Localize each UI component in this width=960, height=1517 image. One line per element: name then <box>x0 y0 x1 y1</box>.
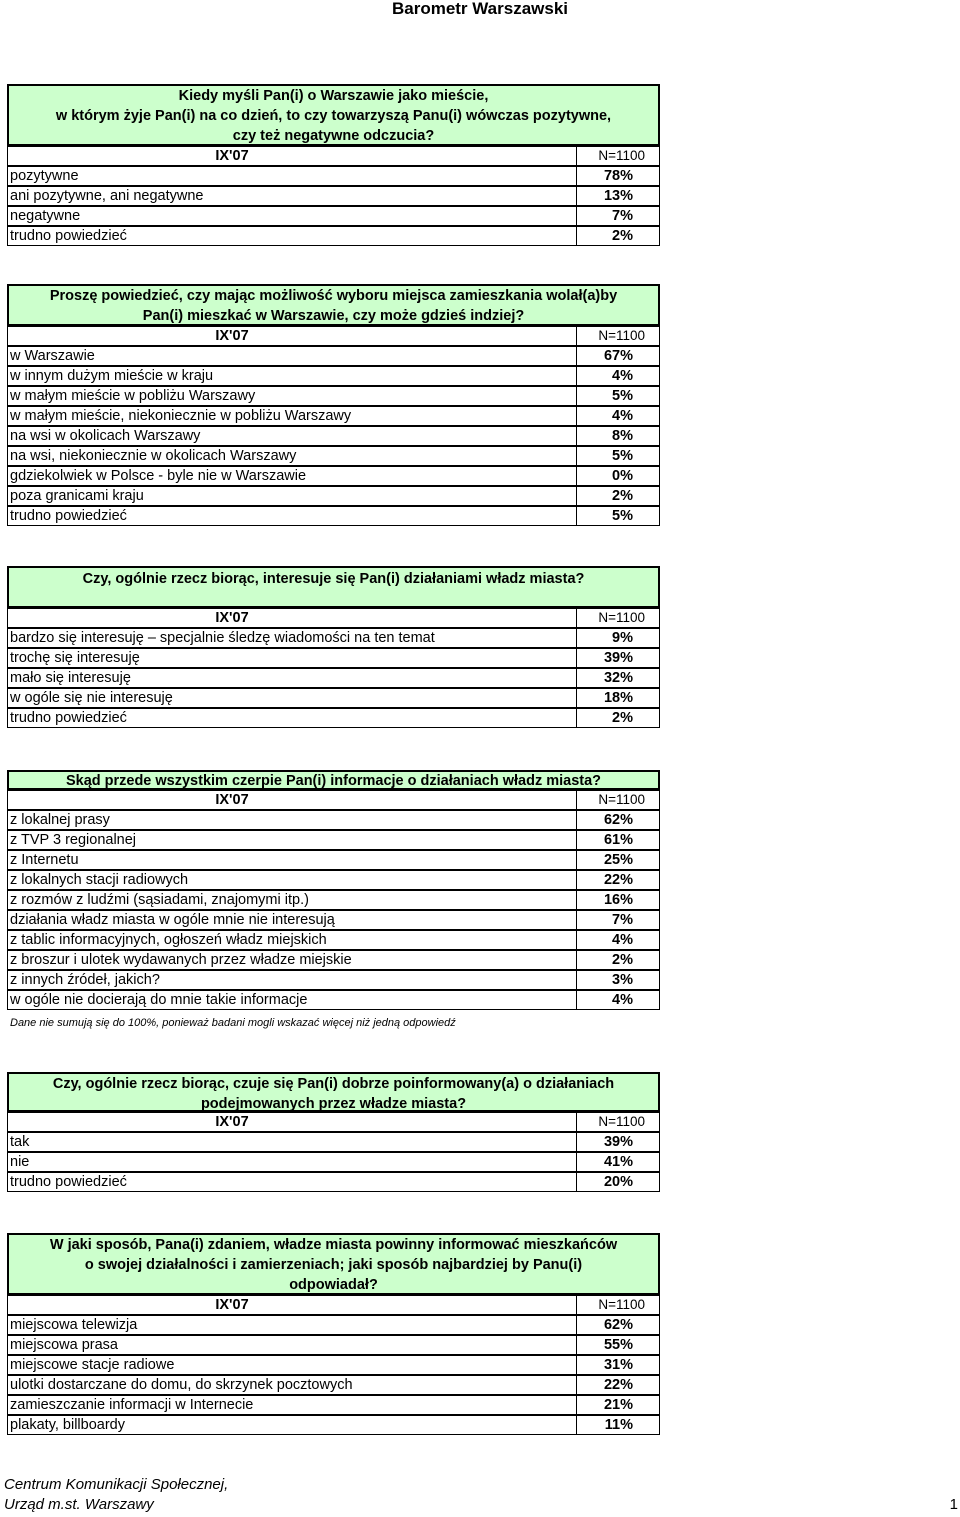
period-header-row <box>7 790 660 810</box>
question-line: Czy, ogólnie rzecz biorąc, czuje się Pan(i) dobrze poinformowany(a) o działaniach <box>52 1076 615 1092</box>
answer-label: w małym mieście w pobliżu Warszawy <box>8 387 577 405</box>
period-label: IX'07 <box>8 1296 577 1314</box>
answer-label: mało się interesuję <box>8 669 577 687</box>
table-row <box>7 1315 660 1335</box>
table-row <box>7 1132 660 1152</box>
answer-label: trudno powiedzieć <box>8 709 577 727</box>
period-label: IX'07 <box>8 609 577 627</box>
table-row <box>7 890 660 910</box>
question-box <box>7 1072 660 1112</box>
table-row <box>7 870 660 890</box>
period-header-row <box>7 608 660 628</box>
table-row <box>7 386 660 406</box>
answer-label: pozytywne <box>8 167 577 185</box>
table-row <box>7 346 660 366</box>
answer-value: 0% <box>612 468 633 484</box>
table-row <box>7 506 660 526</box>
question-box <box>7 770 660 790</box>
table-row <box>7 166 660 186</box>
answer-value: 5% <box>612 448 633 464</box>
question-line: podejmowanych przez władze miasta? <box>200 1096 467 1112</box>
table-row <box>7 1152 660 1172</box>
answer-label: trudno powiedzieć <box>8 1173 577 1191</box>
answer-value: 2% <box>612 228 633 244</box>
table-row <box>7 486 660 506</box>
answer-value: 55% <box>603 1337 633 1353</box>
section-2 <box>7 284 660 526</box>
answer-value: 2% <box>612 710 633 726</box>
sample-size: N=1100 <box>598 328 645 343</box>
period-header-row <box>7 146 660 166</box>
sample-size: N=1100 <box>598 610 645 625</box>
answer-value: 3% <box>612 972 633 988</box>
answer-label: nie <box>8 1153 577 1171</box>
table-row <box>7 446 660 466</box>
section-6 <box>7 1233 660 1435</box>
answer-label: z Internetu <box>8 851 577 869</box>
period-header-row <box>7 1112 660 1132</box>
section-4 <box>7 770 660 1010</box>
sample-size: N=1100 <box>598 148 645 163</box>
answer-value: 32% <box>603 670 633 686</box>
table-row <box>7 950 660 970</box>
sample-size: N=1100 <box>598 1297 645 1312</box>
table-row <box>7 466 660 486</box>
answer-label: miejscowa telewizja <box>8 1316 577 1334</box>
table-row <box>7 366 660 386</box>
answer-label: ani pozytywne, ani negatywne <box>8 187 577 205</box>
footer-org-line: Centrum Komunikacji Społecznej, <box>4 1476 229 1493</box>
answer-value: 5% <box>612 388 633 404</box>
answer-value: 2% <box>612 952 633 968</box>
table-row <box>7 990 660 1010</box>
question-line: Proszę powiedzieć, czy mając możliwość wyboru miejsca zamieszkania wolał(a)by <box>49 288 618 304</box>
answer-value: 67% <box>603 348 633 364</box>
answer-label: w ogóle się nie interesuję <box>8 689 577 707</box>
question-box <box>7 566 660 608</box>
answer-value: 11% <box>604 1417 633 1433</box>
answer-value: 18% <box>603 690 633 706</box>
answer-label: bardzo się interesuję – specjalnie śledzę wiadomości na ten temat <box>8 629 577 647</box>
answer-value: 62% <box>603 812 633 828</box>
table-row <box>7 688 660 708</box>
answer-label: plakaty, billboardy <box>8 1416 577 1434</box>
answer-label: z broszur i ulotek wydawanych przez władze miejskie <box>8 951 577 969</box>
answer-value: 7% <box>612 912 633 928</box>
answer-value: 16% <box>603 892 633 908</box>
table-row <box>7 406 660 426</box>
table-row <box>7 668 660 688</box>
answer-label: działania władz miasta w ogóle mnie nie interesują <box>8 911 577 929</box>
answer-label: trudno powiedzieć <box>8 507 577 525</box>
answer-value: 25% <box>603 852 633 868</box>
table-row <box>7 910 660 930</box>
answer-value: 20% <box>603 1174 633 1190</box>
page-title: Barometr Warszawski <box>391 0 569 18</box>
answer-label: z TVP 3 regionalnej <box>8 831 577 849</box>
answer-value: 8% <box>612 428 633 444</box>
period-label: IX'07 <box>8 1113 577 1131</box>
answer-label: miejscowa prasa <box>8 1336 577 1354</box>
question-line: odpowiadał? <box>289 1277 378 1293</box>
section-3 <box>7 566 660 728</box>
question-line: Kiedy myśli Pan(i) o Warszawie jako mieście, <box>178 88 489 104</box>
period-header-row <box>7 1295 660 1315</box>
page-number: 1 <box>949 1496 958 1513</box>
table-row <box>7 1355 660 1375</box>
question-line: W jaki sposób, Pana(i) zdaniem, władze miasta powinny informować mieszkańców <box>49 1237 618 1253</box>
answer-value: 22% <box>603 872 633 888</box>
answer-label: gdziekolwiek w Polsce - byle nie w Warszawie <box>8 467 577 485</box>
answer-label: na wsi, niekoniecznie w okolicach Warszawy <box>8 447 577 465</box>
answer-label: na wsi w okolicach Warszawy <box>8 427 577 445</box>
answer-label: negatywne <box>8 207 577 225</box>
answer-value: 4% <box>612 408 633 424</box>
answer-label: z lokalnej prasy <box>8 811 577 829</box>
answer-value: 21% <box>603 1397 633 1413</box>
period-label: IX'07 <box>8 147 577 165</box>
table-row <box>7 1335 660 1355</box>
answer-label: poza granicami kraju <box>8 487 577 505</box>
answer-value: 2% <box>612 488 633 504</box>
table-row <box>7 1415 660 1435</box>
answer-value: 4% <box>612 368 633 384</box>
answer-label: tak <box>8 1133 577 1151</box>
answer-label: trudno powiedzieć <box>8 227 577 245</box>
sample-size: N=1100 <box>598 792 645 807</box>
section-1 <box>7 84 660 246</box>
answer-value: 39% <box>603 1134 633 1150</box>
answer-value: 31% <box>603 1357 633 1373</box>
answer-value: 41% <box>603 1154 633 1170</box>
question-line: Skąd przede wszystkim czerpie Pan(i) informacje o działaniach władz miasta? <box>65 773 602 789</box>
footnote: Dane nie sumują się do 100%, ponieważ badani mogli wskazać więcej niż jedną odpowiedź <box>10 1017 456 1029</box>
table-row <box>7 648 660 668</box>
table-row <box>7 970 660 990</box>
answer-value: 22% <box>603 1377 633 1393</box>
answer-value: 4% <box>612 932 633 948</box>
answer-label: z tablic informacyjnych, ogłoszeń władz miejskich <box>8 931 577 949</box>
table-row <box>7 426 660 446</box>
answer-value: 13% <box>603 188 633 204</box>
answer-label: w Warszawie <box>8 347 577 365</box>
answer-label: zamieszczanie informacji w Internecie <box>8 1396 577 1414</box>
answer-label: miejscowe stacje radiowe <box>8 1356 577 1374</box>
table-row <box>7 930 660 950</box>
table-row <box>7 206 660 226</box>
table-row <box>7 830 660 850</box>
question-line: w którym żyje Pan(i) na co dzień, to czy towarzyszą Panu(i) wówczas pozytywne, <box>55 108 612 124</box>
question-box <box>7 284 660 326</box>
sample-size: N=1100 <box>598 1114 645 1129</box>
question-line: o swojej działalności i zamierzeniach; jaki sposób najbardziej by Panu(i) <box>84 1257 583 1273</box>
question-box <box>7 1233 660 1295</box>
section-5 <box>7 1072 660 1192</box>
answer-label: z innych źródeł, jakich? <box>8 971 577 989</box>
table-row <box>7 708 660 728</box>
table-row <box>7 1172 660 1192</box>
question-line: Pan(i) mieszkać w Warszawie, czy może gdzieś indziej? <box>142 308 525 324</box>
table-row <box>7 628 660 648</box>
table-row <box>7 810 660 830</box>
table-row <box>7 850 660 870</box>
answer-label: z rozmów z ludźmi (sąsiadami, znajomymi itp.) <box>8 891 577 909</box>
table-row <box>7 1395 660 1415</box>
footer <box>4 1475 228 1515</box>
answer-label: ulotki dostarczane do domu, do skrzynek pocztowych <box>8 1376 577 1394</box>
answer-value: 62% <box>603 1317 633 1333</box>
answer-value: 78% <box>603 168 633 184</box>
answer-value: 9% <box>612 630 633 646</box>
answer-value: 39% <box>603 650 633 666</box>
period-label: IX'07 <box>8 791 577 809</box>
answer-value: 4% <box>612 992 633 1008</box>
answer-label: w innym dużym mieście w kraju <box>8 367 577 385</box>
footer-office-line: Urząd m.st. Warszawy <box>4 1496 154 1513</box>
answer-label: w ogóle nie docierają do mnie takie informacje <box>8 991 577 1009</box>
period-label: IX'07 <box>8 327 577 345</box>
answer-value: 7% <box>612 208 633 224</box>
answer-value: 61% <box>603 832 633 848</box>
question-line: Czy, ogólnie rzecz biorąc, interesuje się Pan(i) działaniami władz miasta? <box>82 571 585 587</box>
answer-label: trochę się interesuję <box>8 649 577 667</box>
answer-label: w małym mieście, niekoniecznie w pobliżu Warszawy <box>8 407 577 425</box>
period-header-row <box>7 326 660 346</box>
answer-value: 5% <box>612 508 633 524</box>
question-box <box>7 84 660 146</box>
table-row <box>7 186 660 206</box>
answer-label: z lokalnych stacji radiowych <box>8 871 577 889</box>
question-line: czy też negatywne odczucia? <box>232 128 435 144</box>
table-row <box>7 1375 660 1395</box>
table-row <box>7 226 660 246</box>
